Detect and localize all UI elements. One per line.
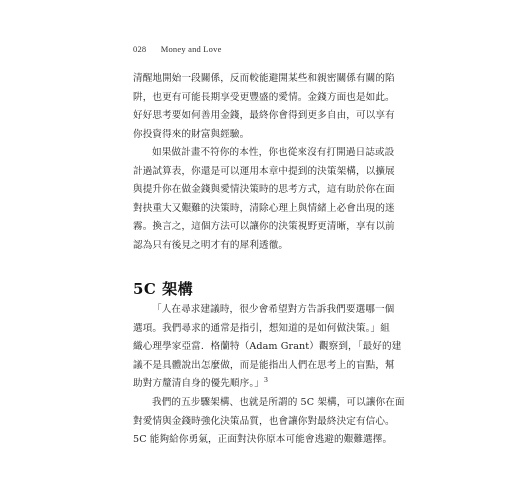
paragraph-line: 阱，也更有可能長期享受更豐盛的愛情。金錢方面也是如此。 <box>133 91 395 103</box>
section-heading: 5C 架構 <box>133 280 194 298</box>
paragraph-line: 計過試算表，你還是可以運用本章中提到的決策架構，以擴展 <box>133 165 395 177</box>
book-title: Money and Love <box>160 44 222 54</box>
paragraph-line: 你投資得來的財富與經驗。 <box>133 128 250 140</box>
paragraph-line: 議不是具體說出怎麼做，而是能指出人們在思考上的盲點，幫 <box>133 359 395 371</box>
paragraph-line: 選項。我們尋求的通常是指引，想知道的是如何做決策。」組 <box>133 322 390 334</box>
paragraph-line: 對愛情與金錢時強化決策品質，也會讓你對最終決定有信心。 <box>133 415 395 427</box>
paragraph-1 <box>133 70 395 144</box>
paragraph-line: 我們的五步驟架構、也就是所謂的 5C 架構，可以讓你在面 <box>152 397 405 408</box>
paragraph-2 <box>133 144 395 256</box>
page-number: 028 <box>133 44 147 54</box>
paragraph-3 <box>133 301 402 394</box>
paragraph-line: 織心理學家亞當．格蘭特（Adam Grant）觀察到，「最好的建 <box>133 341 402 353</box>
paragraph-line: 認為只有後見之明才有的犀利透徹。 <box>133 239 289 251</box>
paragraph-line: 與提升你在做金錢與愛情決策時的思考方式，這有助於你在面 <box>133 184 395 196</box>
paragraph-line: 霧。換言之，這個方法可以讓你的決策視野更清晰，享有以前 <box>133 221 395 233</box>
paragraph-4 <box>133 394 405 450</box>
paragraph-line: 5C 能夠給你勇氣，正面對決你原本可能會逃避的艱難選擇。 <box>133 434 393 446</box>
paragraph-line: 如果做計畫不符你的本性，你也從來沒有打開過日誌或設 <box>152 147 395 158</box>
paragraph-line-with-footnote <box>133 375 390 394</box>
paragraph-line: 助對方釐清自身的優先順序。」 <box>133 378 264 390</box>
paragraph-line: 「人在尋求建議時，很少會希望對方告訴我們要選哪一個 <box>152 304 395 315</box>
paragraph-line: 好好思考要如何善用金錢，最終你會得到更多自由，可以享有 <box>133 110 395 122</box>
paragraph-line: 對抉重大又艱難的決策時，清除心理上與情緒上必會出現的迷 <box>133 202 395 214</box>
footnote-reference[interactable]: 3 <box>263 376 269 385</box>
running-header <box>133 44 222 54</box>
paragraph-line: 清醒地開始一段關係，反而較能避開某些和親密關係有關的陷 <box>133 73 395 84</box>
